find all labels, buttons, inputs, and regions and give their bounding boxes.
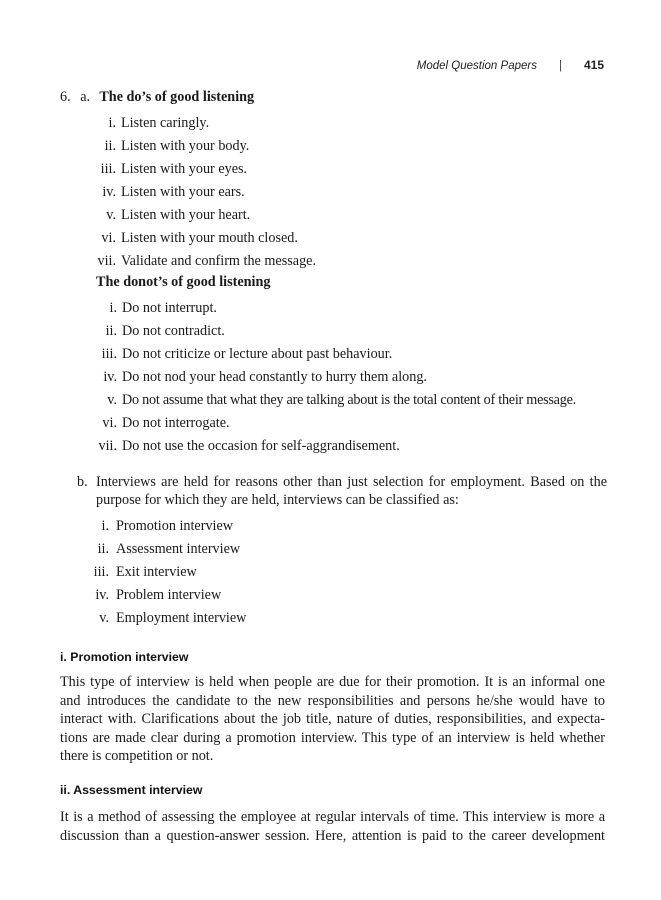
page-number: 415 xyxy=(583,58,604,72)
list-text: Assessment interview xyxy=(116,541,241,557)
paragraph-line: This type of interview is held when people are due for their promotion. It is an informal one xyxy=(60,674,605,690)
paragraph-line: It is a method of assessing the employee at regular intervals of time. This interview is more a xyxy=(60,809,605,825)
list-numeral: ii. xyxy=(105,323,117,339)
list-numeral: ii. xyxy=(104,138,116,154)
question-6a-heading xyxy=(60,89,254,106)
list-numeral: i. xyxy=(108,115,116,131)
list-text: Listen with your body. xyxy=(121,138,250,154)
list-text: Listen with your ears. xyxy=(121,184,245,200)
list-numeral: iv. xyxy=(103,369,117,385)
list-numeral: v. xyxy=(99,610,109,626)
paragraph-line: discussion than a question-answer session. Here, attention is paid to the career development xyxy=(60,827,605,844)
paragraph-line: there is competition or not. xyxy=(60,748,214,765)
book-title: Model Question Papers xyxy=(416,60,537,72)
list-text: Listen with your mouth closed. xyxy=(121,230,298,246)
paragraph-line: and introduces the candidate to the new responsibilities and persons he/she would have to xyxy=(60,692,605,709)
promotion-paragraph xyxy=(60,673,605,766)
list-text: Employment interview xyxy=(116,610,247,626)
list-numeral: i. xyxy=(109,300,117,316)
list-numeral: iii. xyxy=(93,564,109,580)
running-header xyxy=(417,58,604,72)
list-text: Do not contradict. xyxy=(122,323,225,339)
part-b-text: Interviews are held for reasons other than just selection for employment. Based on the purpose for which they are held, interviews can be classified as: xyxy=(96,474,607,508)
question-number: 6. xyxy=(60,89,71,105)
list-numeral: iv. xyxy=(102,184,116,200)
assessment-paragraph xyxy=(60,808,605,845)
list-text: Listen with your heart. xyxy=(121,207,251,223)
list-numeral: v. xyxy=(107,392,117,408)
list-text: Listen with your eyes. xyxy=(121,161,248,177)
list-numeral: iv. xyxy=(95,587,109,603)
list-numeral: iii. xyxy=(101,346,117,362)
list-numeral: iii. xyxy=(100,161,116,177)
list-text: Validate and confirm the message. xyxy=(121,253,317,269)
list-text: Do not interrupt. xyxy=(122,300,217,316)
part-b-label: b. xyxy=(77,474,88,490)
list-text: Do not interrogate. xyxy=(122,415,230,431)
list-numeral: vi. xyxy=(101,230,116,246)
list-numeral: v. xyxy=(106,207,116,223)
list-numeral: vii. xyxy=(97,253,116,269)
list-numeral: vii. xyxy=(98,438,117,454)
list-numeral: ii. xyxy=(97,541,109,557)
list-text: Exit interview xyxy=(116,564,197,580)
list-text: Listen caringly. xyxy=(121,115,210,131)
list-text: Promotion interview xyxy=(116,518,234,534)
part-a-label: a. xyxy=(80,89,91,105)
part-b-paragraph xyxy=(77,473,607,509)
header-separator: | xyxy=(558,60,562,72)
list-numeral: i. xyxy=(101,518,109,534)
donts-heading: The donot’s of good listening xyxy=(96,274,271,290)
section-heading-assessment: ii. Assessment interview xyxy=(60,783,203,797)
list-text: Do not assume that what they are talking about is the total content of their message. xyxy=(122,392,576,408)
list-numeral: vi. xyxy=(102,415,117,431)
list-text: Do not criticize or lecture about past behaviour. xyxy=(122,346,393,362)
list-text: Do not use the occasion for self-aggrandisement. xyxy=(122,438,400,454)
dos-heading: The do’s of good listening xyxy=(99,89,255,105)
paragraph-line: interact with. Clarifications about the job title, nature of duties, responsibilities, and expecta- xyxy=(60,711,605,728)
list-text: Problem interview xyxy=(116,587,222,603)
list-text: Do not nod your head constantly to hurry them along. xyxy=(122,369,427,385)
section-heading-promotion: i. Promotion interview xyxy=(60,650,189,664)
paragraph-line: tions are made clear during a promotion interview. This type of an interview is held whether xyxy=(60,729,605,746)
